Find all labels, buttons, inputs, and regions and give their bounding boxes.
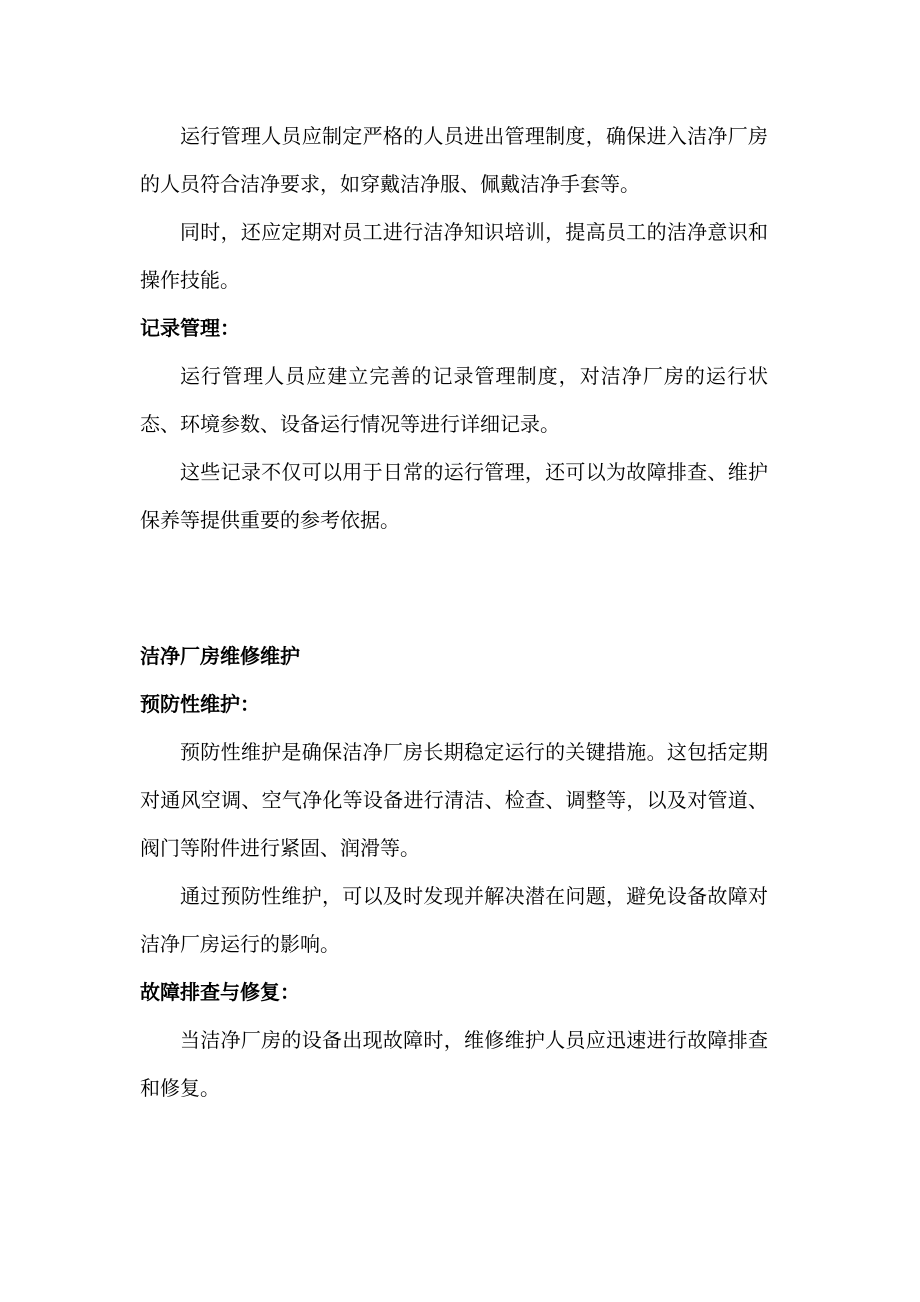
document-page [140, 112, 768, 1112]
fault-repair-heading: 故障排查与修复： [140, 980, 300, 1004]
records-system-paragraph: 运行管理人员应建立完善的记录管理制度，对洁净厂房的运行状态、环境参数、设备运行情况等进行详细记录。 [140, 364, 768, 436]
maintenance-section-title: 洁净厂房维修维护 [140, 644, 300, 668]
personnel-control-paragraph: 运行管理人员应制定严格的人员进出管理制度，确保进入洁净厂房的人员符合洁净要求，如穿戴洁净服、佩戴洁净手套等。 [140, 124, 768, 196]
records-management-heading: 记录管理： [140, 316, 240, 340]
preventive-benefit-paragraph: 通过预防性维护，可以及时发现并解决潜在问题，避免设备故障对洁净厂房运行的影响。 [140, 884, 768, 956]
records-usage-paragraph: 这些记录不仅可以用于日常的运行管理，还可以为故障排查、维护保养等提供重要的参考依据。 [140, 460, 768, 532]
preventive-measures-paragraph: 预防性维护是确保洁净厂房长期稳定运行的关键措施。这包括定期对通风空调、空气净化等设备进行清洁、检查、调整等，以及对管道、阀门等附件进行紧固、润滑等。 [140, 740, 768, 860]
training-paragraph: 同时，还应定期对员工进行洁净知识培训，提高员工的洁净意识和操作技能。 [140, 220, 768, 292]
preventive-maintenance-heading: 预防性维护： [140, 692, 260, 716]
fault-repair-paragraph: 当洁净厂房的设备出现故障时，维修维护人员应迅速进行故障排查和修复。 [140, 1028, 768, 1100]
section-spacer [140, 544, 768, 632]
